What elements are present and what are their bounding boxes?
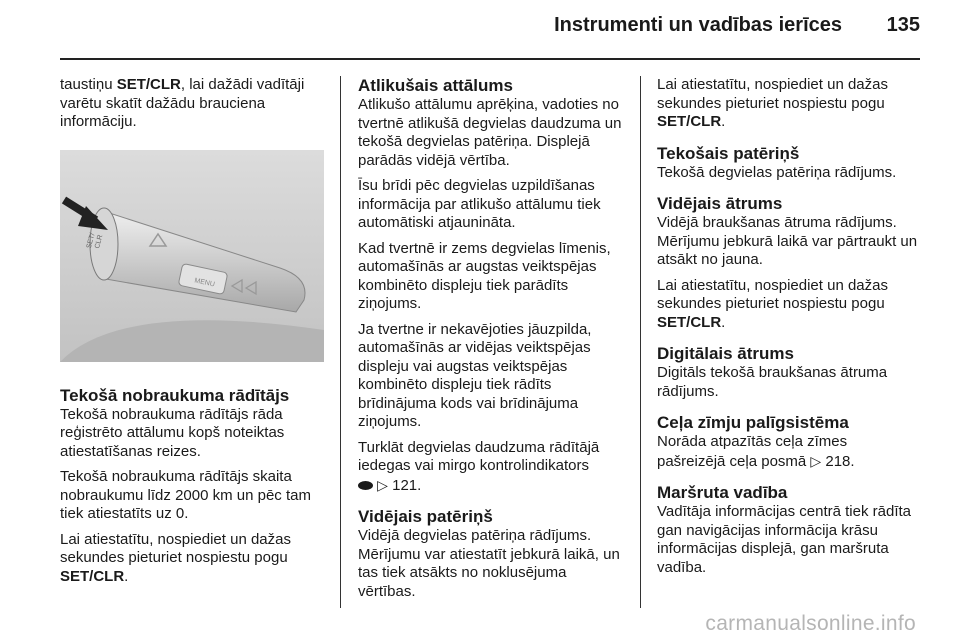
section-title: Maršruta vadība: [657, 483, 788, 502]
paragraph: Īsu brīdi pēc degvielas uzpildīšanas informācija par atlikušo attālumu tiek automātiski atjaunināta.: [358, 177, 601, 231]
paragraph: Digitāls tekošā braukšanas ātruma rādījums.: [657, 364, 888, 400]
set-clr-key: SET/CLR: [116, 76, 181, 93]
section-traffic-sign-assistant: [657, 413, 919, 471]
intro-paragraph: taustiņu SET/CLR, lai dažādi vadītāji varētu skatīt dažādu brauciena informāciju.: [60, 76, 305, 130]
column-divider-2: [640, 76, 641, 608]
page-number: 135: [886, 14, 920, 36]
header-rule: [60, 58, 920, 60]
steering-lever-illustration: [60, 150, 324, 362]
section-remaining-range: [358, 76, 628, 495]
section-current-consumption: [657, 144, 919, 183]
page-reference[interactable]: 218.: [825, 452, 855, 470]
section-route-guidance: [657, 483, 919, 577]
set-clr-key: SET/CLR: [657, 113, 722, 130]
paragraph: Ja tvertne ir nekavējoties jāuzpilda, automašīnās ar vidējas veiktspējas displeju vai augstas veiktspējas kombinēto displeju tiek rādīts brīdinājuma kods vai brīdinājuma ziņojums.: [358, 320, 592, 430]
section-title: Vidējais ātrums: [657, 194, 783, 213]
paragraph: Tekošā nobraukuma rādītājs rāda reģistrēto attālumu kopš noteiktas atiestatīšanas reizes.: [60, 405, 285, 460]
column-divider-1: [340, 76, 341, 608]
set-clr-key: SET/CLR: [657, 313, 722, 331]
column-1: [60, 76, 324, 593]
paragraph: Vidējā degvielas patēriņa rādījums. Mērījumu var atiestatīt jebkurā laikā, un tas tiek atsākts no noklusējuma vērtības.: [358, 527, 620, 600]
paragraph: Norāda atpazītās ceļa zīmes pašreizējā ceļa posmā ▷ 218.: [657, 433, 855, 470]
paragraph: Lai atiestatītu, nospiediet un dažas sekundes pieturiet nospiestu pogu SET/CLR.: [657, 276, 888, 331]
section-title: Tekošā nobraukuma rādītājs: [60, 385, 290, 405]
section-title: Atlikušais attālums: [358, 76, 513, 95]
paragraph: Tekošā degvielas patēriņa rādījums.: [657, 163, 897, 181]
section-title: Vidējais patēriņš: [358, 507, 493, 526]
section-average-speed: [657, 194, 919, 332]
section-title: Digitālais ātrums: [657, 344, 794, 363]
paragraph: Kad tvertnē ir zems degvielas līmenis, automašīnās ar augstas veiktspējas kombinēto displeju tiek parādīts ziņojums.: [358, 239, 611, 312]
paragraph: Tekošā nobraukuma rādītājs skaita nobraukumu līdz 2000 km un pēc tam tiek atiestatīts uz 0.: [60, 468, 311, 522]
page-reference[interactable]: 121.: [392, 476, 422, 494]
section-trip-odometer: [60, 386, 324, 587]
watermark: carmanualsonline.info: [705, 612, 916, 635]
paragraph: Vidējā braukšanas ātruma rādījums. Mērījumu jebkurā laikā var pārtraukt un atsākt no jauna.: [657, 214, 918, 268]
paragraph: Lai atiestatītu, nospiediet un dažas sekundes pieturiet nospiestu pogu SET/CLR.: [657, 76, 888, 130]
page-header-title: Instrumenti un vadības ierīces: [554, 14, 842, 36]
fuel-indicator-icon: [358, 481, 373, 490]
section-average-consumption: [358, 507, 628, 601]
menu-label: MENU: [193, 276, 216, 288]
section-title: Ceļa zīmju palīgsistēma: [657, 413, 849, 432]
page-reference-icon: ▷: [810, 452, 822, 469]
paragraph: Atlikušo attālumu aprēķina, vadoties no tvertnē atlikušā degvielas daudzuma un tekošā degvielas patēriņa. Displejā parādās vidējā vērtība.: [358, 96, 622, 169]
svg-text:SET/: SET/: [85, 231, 97, 249]
set-clr-key: SET/CLR: [60, 567, 125, 585]
section-digital-speed: [657, 344, 919, 401]
column-3: [657, 76, 919, 584]
svg-text:CLR: CLR: [93, 233, 105, 249]
paragraph: Turklāt degvielas daudzuma rādītājā iedegas vai mirgo kontrolindikators ▷ 121.: [358, 438, 600, 494]
paragraph: Lai atiestatītu, nospiediet un dažas sekundes pieturiet nospiestu pogu SET/CLR.: [60, 530, 291, 585]
page-reference-icon: ▷: [377, 476, 388, 493]
section-title: Tekošais patēriņš: [657, 143, 800, 163]
column-2: [358, 76, 628, 608]
paragraph: Vadītāja informācijas centrā tiek rādīta gan navigācijas informācija krāsu informācijas displejā, gan maršruta vadība.: [657, 503, 912, 576]
